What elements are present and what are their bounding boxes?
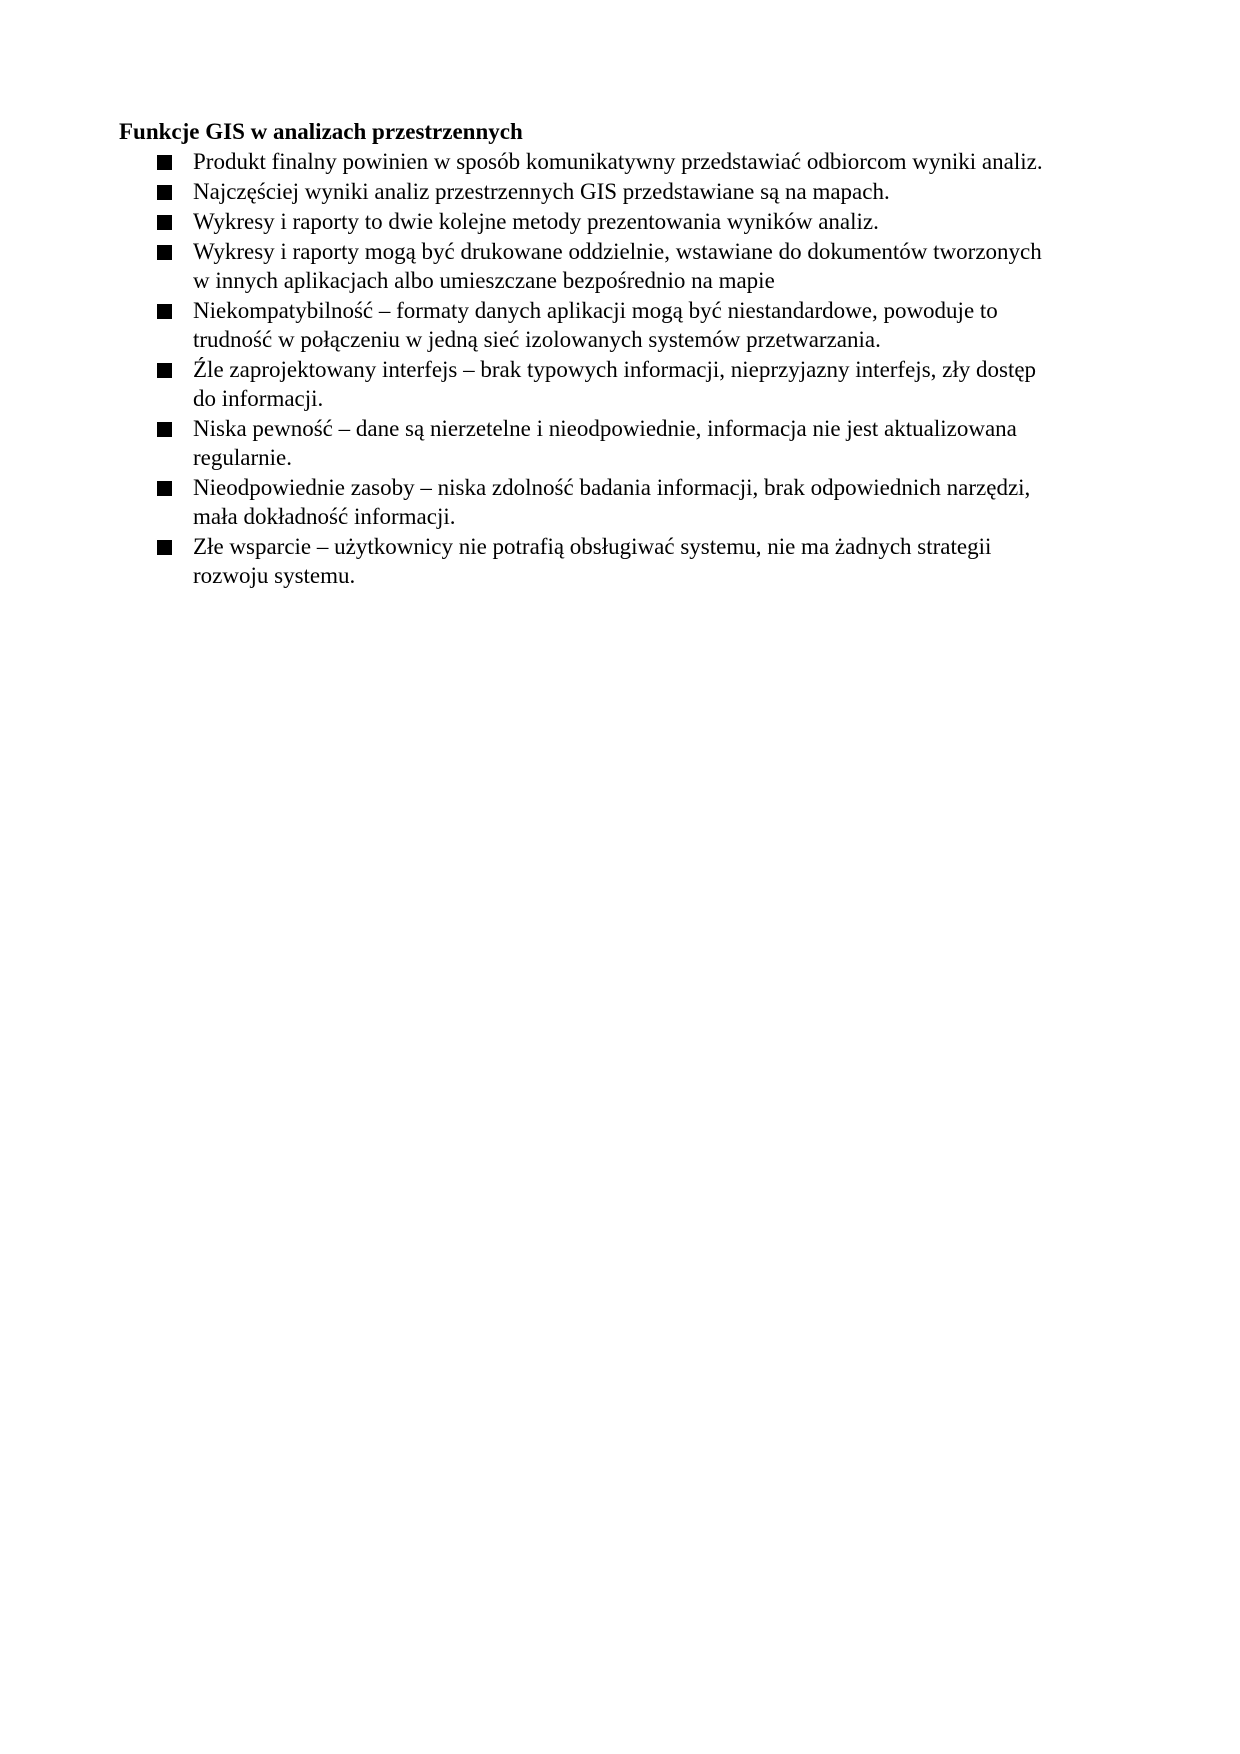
list-item-text-line: trudność w połączeniu w jedną sieć izolowanych systemów przetwarzania.: [193, 327, 881, 352]
list-item-text-line: rozwoju systemu.: [193, 563, 356, 588]
list-item-text-line: mała dokładność informacji.: [193, 504, 456, 529]
list-item-text-line: Źle zaprojektowany interfejs – brak typowych informacji, nieprzyjazny interfejs, zły dostęp: [193, 357, 1037, 382]
list-item: [119, 147, 1129, 176]
list-item-text-line: Najczęściej wyniki analiz przestrzennych GIS przedstawiane są na mapach.: [193, 179, 890, 204]
bullet-list: [119, 147, 1129, 590]
square-bullet-icon: [157, 155, 172, 170]
list-item: [119, 296, 1129, 354]
list-item: [119, 414, 1129, 472]
list-item-text-line: regularnie.: [193, 445, 292, 470]
list-item: [119, 207, 1129, 236]
list-item: [119, 177, 1129, 206]
list-item-text-line: Niekompatybilność – formaty danych aplikacji mogą być niestandardowe, powoduje to: [193, 298, 998, 323]
square-bullet-icon: [157, 245, 172, 260]
list-item-text-line: Nieodpowiednie zasoby – niska zdolność badania informacji, brak odpowiednich narzędzi,: [193, 475, 1031, 500]
list-item: [119, 355, 1129, 413]
list-item-text-line: Produkt finalny powinien w sposób komunikatywny przedstawiać odbiorcom wyniki analiz.: [193, 149, 1043, 174]
list-item-text-line: Złe wsparcie – użytkownicy nie potrafią obsługiwać systemu, nie ma żadnych strategii: [193, 534, 992, 559]
list-item: [119, 237, 1129, 295]
document-content: [119, 117, 1129, 591]
list-item-text-line: Niska pewność – dane są nierzetelne i nieodpowiednie, informacja nie jest aktualizowana: [193, 416, 1017, 441]
list-item: [119, 532, 1129, 590]
list-item-text-line: w innych aplikacjach albo umieszczane bezpośrednio na mapie: [193, 268, 775, 293]
square-bullet-icon: [157, 185, 172, 200]
list-item-text-line: Wykresy i raporty mogą być drukowane oddzielnie, wstawiane do dokumentów tworzonych: [193, 239, 1042, 264]
list-item: [119, 473, 1129, 531]
square-bullet-icon: [157, 304, 172, 319]
list-item-text-line: do informacji.: [193, 386, 324, 411]
square-bullet-icon: [157, 422, 172, 437]
square-bullet-icon: [157, 540, 172, 555]
list-item-text-line: Wykresy i raporty to dwie kolejne metody prezentowania wyników analiz.: [193, 209, 879, 234]
square-bullet-icon: [157, 481, 172, 496]
square-bullet-icon: [157, 215, 172, 230]
document-title: Funkcje GIS w analizach przestrzennych: [119, 119, 523, 144]
square-bullet-icon: [157, 363, 172, 378]
